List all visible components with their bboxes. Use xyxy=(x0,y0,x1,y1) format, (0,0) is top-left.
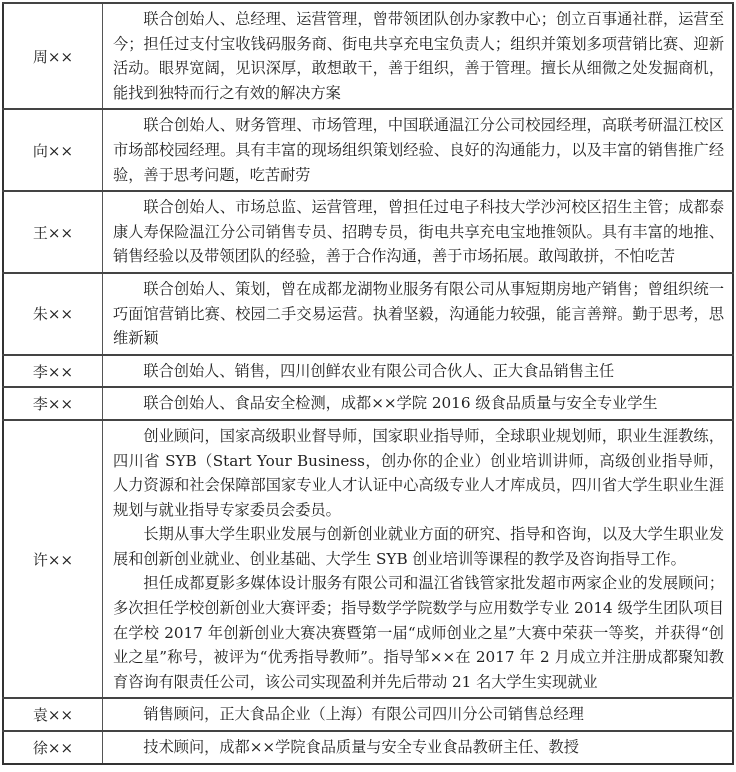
table-body xyxy=(3,3,733,764)
table-row xyxy=(3,191,733,273)
table-row xyxy=(3,355,733,388)
member-description xyxy=(103,273,734,355)
description-paragraph: 联合创始人、财务管理、市场管理，中国联通温江分公司校园经理，高联考研温江校区市场部校园经理。具有丰富的现场组织策划经验、良好的沟通能力，以及丰富的销售推广经验，善于思考问题，吃苦耐劳 xyxy=(113,116,724,184)
description-paragraph: 创业顾问，国家高级职业督导师，国家职业指导师，全球职业规划师，职业生涯教练，四川省 SYB（Start Your Business，创办你的企业）创业培训讲师，高级创业指导师，人力资源和社会保障部国家专业人才认证中心高级专业人才库成员，四川省大学生职业生涯规划与就业指导专家委员会委员。 xyxy=(113,426,724,519)
table-row xyxy=(3,3,733,109)
member-name: 朱×× xyxy=(3,273,103,355)
table-row xyxy=(3,731,733,764)
member-name: 李×× xyxy=(3,387,103,420)
member-description xyxy=(103,3,734,109)
member-name: 向×× xyxy=(3,109,103,191)
member-description xyxy=(103,191,734,273)
description-paragraph: 担任成都夏影多媒体设计服务有限公司和温江省钱管家批发超市两家企业的发展顾问；多次担任学校创新创业大赛评委；指导数学学院数学与应用数学专业 2014 级学生团队项目在学校 2017 年创新创业大赛决赛暨第一届“成师创业之星”大赛中荣获一等奖，并获得“创业之星”称号，被评为“优秀指导教师”。指导邹××在 2017 年 2 月成立并注册成都聚知教育咨询有限责任公司，该公司实现盈利并先后带动 21 名大学生实现就业 xyxy=(113,574,724,691)
member-name: 袁×× xyxy=(3,698,103,731)
member-description xyxy=(103,387,734,420)
member-description xyxy=(103,355,734,388)
table-row xyxy=(3,109,733,191)
description-paragraph: 联合创始人、食品安全检测，成都××学院 2016 级食品质量与安全专业学生 xyxy=(143,394,658,413)
description-paragraph: 联合创始人、销售，四川创鲜农业有限公司合伙人、正大食品销售主任 xyxy=(143,361,615,380)
member-description xyxy=(103,109,734,191)
member-name: 徐×× xyxy=(3,731,103,764)
table-row xyxy=(3,698,733,731)
description-paragraph: 技术顾问，成都××学院食品质量与安全专业食品教研主任、教授 xyxy=(143,738,579,757)
description-paragraph: 联合创始人、策划，曾在成都龙湖物业服务有限公司从事短期房地产销售；曾组织统一巧面馆营销比赛、校园二手交易运营。执着坚毅，沟通能力较强，能言善辩。勤于思考，思维新颖 xyxy=(113,279,724,348)
description-paragraph: 长期从事大学生职业发展与创新创业就业方面的研究、指导和咨询，以及大学生职业发展和创新创业就业、创业基础、大学生 SYB 创业培训等课程的教学及咨询指导工作。 xyxy=(113,525,724,568)
description-paragraph: 联合创始人、市场总监、运营管理，曾担任过电子科技大学沙河校区招生主管；成都泰康人寿保险温江分公司销售专员、招聘专员，街电共享充电宝地推领队。具有丰富的地推、销售经验以及带领团队的经验，善于合作沟通，善于市场拓展。敢闯敢拼，不怕吃苦 xyxy=(113,198,724,266)
description-paragraph: 联合创始人、总经理、运营管理，曾带领团队创办家教中心；创立百事通社群，运营至今；担任过支付宝收钱码服务商、街电共享充电宝负责人；组织并策划多项营销比赛、迎新活动。眼界宽阔，见识深厚，敢想敢干，善于组织，善于管理。擅长从细微之处发掘商机，能找到独特而行之有效的解决方案 xyxy=(113,10,724,102)
member-description xyxy=(103,731,734,764)
member-description xyxy=(103,420,734,699)
description-paragraph: 销售顾问，正大食品企业（上海）有限公司四川分公司销售总经理 xyxy=(143,705,584,724)
member-name: 王×× xyxy=(3,191,103,273)
member-name: 李×× xyxy=(3,355,103,388)
member-name: 周×× xyxy=(3,3,103,109)
table-row xyxy=(3,387,733,420)
table-row xyxy=(3,420,733,699)
team-members-table xyxy=(2,2,734,765)
member-name: 许×× xyxy=(3,420,103,699)
table-row xyxy=(3,273,733,355)
member-description xyxy=(103,698,734,731)
